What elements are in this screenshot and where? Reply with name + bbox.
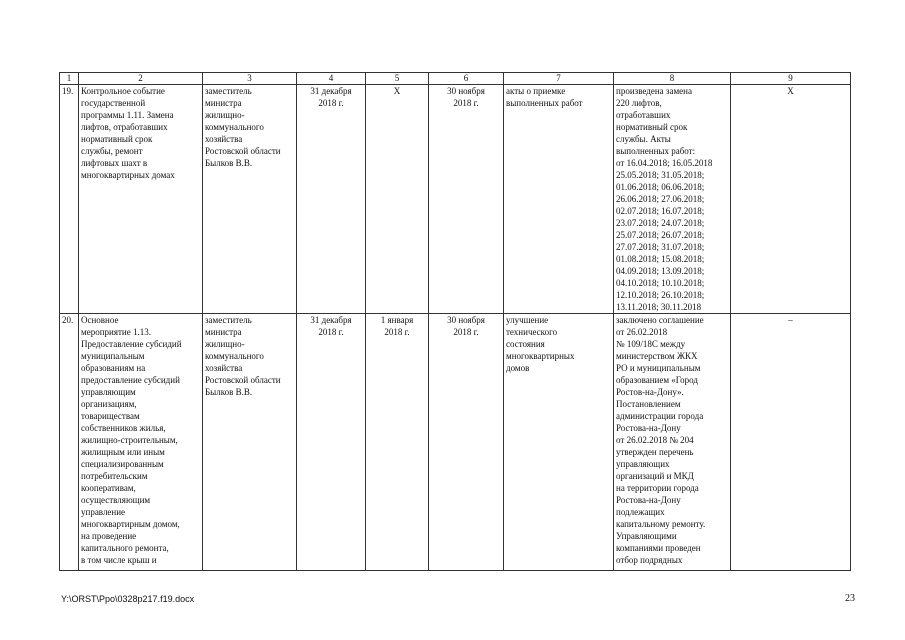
cell-line: многоквартирных (506, 351, 575, 361)
cell-line: управляющих (616, 459, 670, 469)
cell-line: капитального ремонта, (81, 543, 169, 553)
cell-line: лифтов, отработавших (81, 122, 168, 132)
cell-line: X (787, 86, 794, 96)
cell-line: № 109/18С между (616, 339, 686, 349)
cell-line: Былков В.В. (205, 387, 253, 397)
event-name-cell (79, 314, 203, 571)
cell-line: предоставление субсидий (81, 375, 180, 385)
cell-line: 2018 г. (384, 327, 410, 337)
header-col-8: 8 (614, 73, 731, 85)
cell-line: от 16.04.2018; 16.05.2018 (616, 158, 713, 168)
plan-date-cell (297, 314, 366, 571)
cell-line: выполненных работ (506, 98, 583, 108)
cell-line: 04.10.2018; 10.10.2018; (616, 278, 705, 288)
cell-line: состояния (506, 339, 545, 349)
cell-line: от 26.02.2018 (616, 327, 668, 337)
status-cell (614, 314, 731, 571)
cell-line: акты о приемке (506, 86, 566, 96)
plan-date-cell (297, 85, 366, 314)
cell-line: товариществам (81, 411, 140, 421)
cell-line: Ростовской области (205, 375, 281, 385)
cell-line: многоквартирных домах (81, 170, 175, 180)
cell-line: утвержден перечень (616, 447, 694, 457)
cell-line: 30 ноября (447, 86, 485, 96)
cell-line: – (788, 315, 793, 325)
cell-line: заключено соглашение (616, 315, 704, 325)
cell-line: коммунального (205, 351, 264, 361)
cell-line: 26.06.2018; 27.06.2018; (616, 194, 705, 204)
cell-line: потребительским (81, 471, 148, 481)
cell-line: в том числе крыш и (81, 555, 157, 565)
cell-line: жилищно- (205, 110, 245, 120)
cell-line: муниципальным (81, 351, 145, 361)
cell-line: организаций и МКД (616, 471, 694, 481)
event-name-cell (79, 85, 203, 314)
status-cell (614, 85, 731, 314)
cell-line: 2018 г. (318, 98, 344, 108)
cell-line: хозяйства (205, 363, 243, 373)
cell-line: заместитель (205, 86, 252, 96)
cell-line: 23.07.2018; 24.07.2018; (616, 218, 705, 228)
cell-line: Основное (81, 315, 119, 325)
cell-line: Ростова-на-Дону (616, 495, 681, 505)
cell-line: компаниями проведен (616, 543, 701, 553)
cell-line: администрации города (616, 411, 704, 421)
cell-line: Былков В.В. (205, 158, 253, 168)
cell-line: жилищно- (205, 339, 245, 349)
cell-line: 1 января (380, 315, 414, 325)
end-date-cell (429, 314, 504, 571)
cell-line: министра (205, 327, 242, 337)
cell-line: образованиям на (81, 363, 146, 373)
cell-line: хозяйства (205, 134, 243, 144)
cell-line: министра (205, 98, 242, 108)
header-col-7: 7 (504, 73, 614, 85)
cell-line: отработавших (616, 110, 671, 120)
cell-line: Постановлением (616, 399, 681, 409)
row-number-cell: 19. (60, 85, 79, 314)
cell-line: РО и муниципальным (616, 363, 701, 373)
header-col-9: 9 (731, 73, 851, 85)
cell-line: управление (81, 507, 126, 517)
cell-line: подлежащих (616, 507, 665, 517)
cell-line: управляющим (81, 387, 136, 397)
cell-line: Ростовской области (205, 146, 281, 156)
cell-line: на территории города (616, 483, 699, 493)
cell-line: 25.05.2018; 31.05.2018; (616, 170, 705, 180)
result-cell (504, 85, 614, 314)
cell-line: Ростов-на-Дону». (616, 387, 684, 397)
table-row (60, 314, 851, 571)
cell-line: отбор подрядных (616, 555, 683, 565)
cell-line: 30 ноября (447, 315, 485, 325)
cell-line: 31 декабря (310, 315, 352, 325)
cell-line: 12.10.2018; 26.10.2018; (616, 290, 705, 300)
cell-line: нормативный срок (616, 122, 688, 132)
cell-line: 31 декабря (310, 86, 352, 96)
cell-line: 01.06.2018; 06.06.2018; (616, 182, 705, 192)
cell-line: организациям, (81, 399, 137, 409)
cell-line: 2018 г. (453, 98, 479, 108)
table-row (60, 85, 851, 314)
cell-line: программы 1.11. Замена (81, 110, 174, 120)
cell-line: нормативный срок (81, 134, 153, 144)
cell-line: кооперативам, (81, 483, 136, 493)
cell-line: многоквартирным домом, (81, 519, 180, 529)
cell-line: от 26.02.2018 № 204 (616, 435, 694, 445)
cell-line: 13.11.2018; 30.11.2018 (616, 302, 702, 312)
cell-line: Предоставление субсидий (81, 339, 182, 349)
note-cell (731, 85, 851, 314)
header-row (60, 73, 851, 85)
cell-line: коммунального (205, 122, 264, 132)
header-col-2: 2 (79, 73, 203, 85)
cell-line: улучшение (506, 315, 549, 325)
responsible-cell (203, 85, 297, 314)
cell-line: капитальному ремонту. (616, 519, 706, 529)
cell-line: X (393, 86, 401, 96)
cell-line: специализированным (81, 459, 164, 469)
cell-line: лифтовых шахт в (81, 158, 148, 168)
cell-line: заместитель (205, 315, 252, 325)
header-col-3: 3 (203, 73, 297, 85)
note-cell (731, 314, 851, 571)
cell-line: 04.09.2018; 13.09.2018; (616, 266, 705, 276)
header-col-4: 4 (297, 73, 366, 85)
cell-line: технического (506, 327, 558, 337)
cell-line: жилищным или иным (81, 447, 165, 457)
cell-line: 01.08.2018; 15.08.2018; (616, 254, 705, 264)
cell-line: образованием «Город (616, 375, 699, 385)
cell-line: 02.07.2018; 16.07.2018; (616, 206, 705, 216)
footer-file-path: Y:\ORST\Ppo\0328p217.f19.docx (61, 594, 195, 604)
header-col-6: 6 (429, 73, 504, 85)
report-table (59, 72, 851, 571)
cell-line: Ростова-на-Дону (616, 423, 681, 433)
cell-line: 2018 г. (318, 327, 344, 337)
cell-line: государственной (81, 98, 146, 108)
cell-line: службы, ремонт (81, 146, 143, 156)
end-date-cell (429, 85, 504, 314)
result-cell (504, 314, 614, 571)
cell-line: на проведение (81, 531, 137, 541)
cell-line: жилищно-строительным, (81, 435, 178, 445)
cell-line: 25.07.2018; 26.07.2018; (616, 230, 705, 240)
cell-line: домов (506, 363, 530, 373)
cell-line: 27.07.2018; 31.07.2018; (616, 242, 705, 252)
cell-line: осуществляющим (81, 495, 151, 505)
header-col-1: 1 (60, 73, 79, 85)
responsible-cell (203, 314, 297, 571)
start-date-cell (366, 314, 429, 571)
start-date-cell (366, 85, 429, 314)
cell-line: 2018 г. (453, 327, 479, 337)
cell-line: 220 лифтов, (616, 98, 662, 108)
cell-line: Контрольное событие (81, 86, 165, 96)
row-number-cell: 20. (60, 314, 79, 571)
cell-line: министерством ЖКХ (616, 351, 698, 361)
page-number: 23 (845, 593, 855, 604)
cell-line: собственников жилья, (81, 423, 166, 433)
cell-line: выполненных работ: (616, 146, 696, 156)
cell-line: Управляющими (616, 531, 677, 541)
cell-line: мероприятие 1.13. (81, 327, 151, 337)
cell-line: службы. Акты (616, 134, 671, 144)
cell-line: произведена замена (616, 86, 692, 96)
header-col-5: 5 (366, 73, 429, 85)
